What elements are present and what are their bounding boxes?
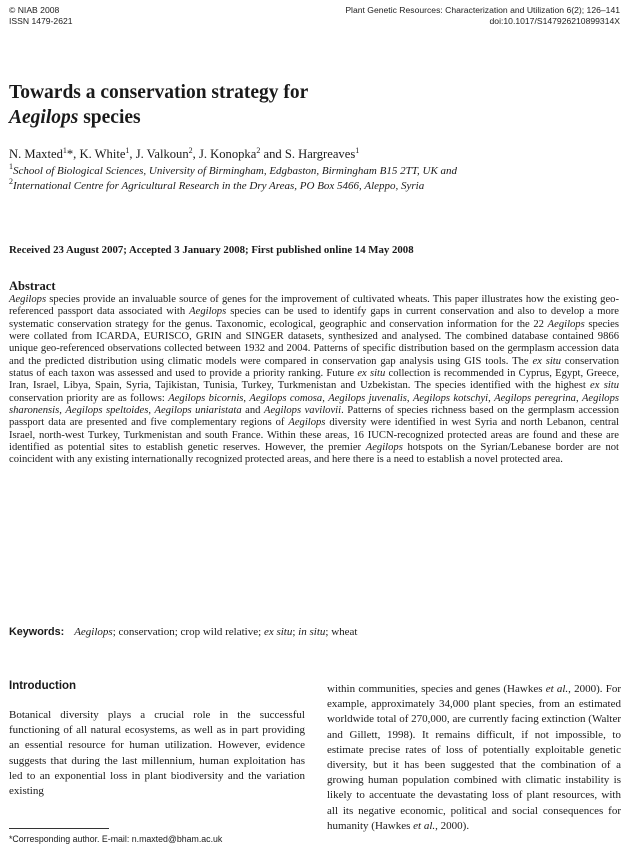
species-name: Aegilops juvenalis: [328, 392, 407, 404]
affiliation-1: School of Biological Sciences, University of Birmingham, Edgbaston, Birmingham B15 2TT, UK and: [13, 165, 458, 177]
journal-citation: [345, 5, 620, 16]
affiliation-2: International Centre for Agricultural Research in the Dry Areas, PO Box 5466, Aleppo, Syria: [13, 180, 425, 193]
keyword: crop wild relative: [180, 626, 259, 638]
keyword: in situ: [298, 626, 326, 638]
section-heading: Introduction: [9, 680, 77, 692]
keywords-label: Keywords:: [9, 626, 65, 638]
species-name: Aegilops vavilovii: [264, 405, 342, 417]
affiliation-2-number: 2: [9, 177, 13, 187]
keyword: ex situ: [263, 626, 293, 638]
keyword: wheat: [331, 626, 358, 638]
species-name: Aegilops comosa: [249, 392, 323, 404]
title-line-2: [9, 105, 569, 130]
journal-header-right: [345, 5, 620, 27]
copyright-line: © NIAB 2008: [9, 5, 60, 15]
keyword: conservation: [118, 626, 175, 638]
doi-line: doi:10.1017/S147926210899314X: [489, 16, 620, 26]
article-title: [9, 80, 569, 130]
footnote-rule: [9, 828, 109, 829]
species-name: Aegilops uniaristata: [154, 405, 242, 417]
title-line-1: Towards a conservation strategy for: [9, 82, 309, 103]
author: S. Hargreaves$^1$: [284, 146, 360, 161]
issue-reference: 6(2); 126–141: [566, 5, 620, 15]
species-name: Aegilops speltoides: [65, 405, 149, 417]
author: K. White$^1$,: [79, 146, 136, 161]
species-name: Aegilops kotschyi: [412, 392, 489, 404]
abstract-body: Aegilops species provide an invaluable source of genes for the improvement of cultivated wheats. This paper illustrates how the existing geo-referenced passport data associated with Aegilops species can be used to identify gaps in current conservation and also to develop a more systematic conservation strategy for the genus. Taxonomic, ecological, geographic and conservation information for the 22 Aegilops species were collated from ICARDA, EURISCO, GRIN and SINGER datasets, synthesized and analysed. The combined database contained 9866 unique geo-referenced observations collected between 1932 and 2004. Patterns of specific distribution based on the germplasm accession data and the predicted distribution using climatic models were compared in conservation gap analysis using GIS tools. The ex situ conservation status of each taxon was assessed and used to provide a priority ranking. Future ex situ collection is recommended in Cyprus, Egypt, Greece, Iran, Israel, Libya, Spain, Syria, Tajikistan, Tunisia, Turkey, Turkmenistan and Uzbekistan. The species identified with the highest ex situ conservation priority are as follows: Aegilops bicornis, Aegilops comosa, Aegilops juvenalis, Aegilops kotschyi, Aegilops peregrina, Aegilops sharonensis, Aegilops speltoides, Aegilops uniaristata and Aegilops vavilovii. Patterns of species richness based on the germplasm accession passport data are presented and five complementary regions of Aegilops diversity were identified in west Syria and north Lebanon, central Israel, north-west Turkey, Turkmenistan and south France. Within these areas, 16 IUCN-recognized protected areas are found and these are identified as potential sites to establish genetic reserves. However, the premier Aegilops hotspots on the Syrian/Lebanese border are not coincident with any existing internationally recognized protected areas, and here there is a need to establish a novel protected area.: [9, 294, 620, 466]
title-genus: Aegilops: [9, 107, 79, 128]
species-name: Aegilops peregrina: [494, 392, 576, 404]
author-list: [9, 146, 359, 162]
author: N. Maxted$^1$*,: [9, 146, 80, 161]
intro-column-left: [9, 680, 305, 799]
journal-header-left: [9, 5, 73, 27]
publication-dates: Received 23 August 2007; Accepted 3 January 2008; First published online 14 May 2008: [9, 244, 414, 256]
journal-name: Plant Genetic Resources: Characterization and Utilization: [345, 5, 565, 15]
title-species-word: species: [78, 107, 141, 128]
keywords: Keywords: Aegilops; conservation; crop wild relative; ex situ; in situ; wheat: [9, 626, 358, 638]
species-name: Aegilops sharonensis: [9, 392, 620, 417]
intro-paragraph-continued: within communities, species and genes (Hawkes et al., 2000). For example, approximately 34,000 plant species, from an estimated worldwide total of 270,000, are currently facing extinction (Walter and Gillett, 1998). It remains difficult, if not impossible, to estimate precise rates of loss of potentially exploitable genetic diversity, but it has been suggested that the combination of a growing human population combined with climatic instability is likely to accentuate the devastating loss of plant resources, with all its negative economic, political and social consequences for humanity (Hawkes et al., 2000).: [327, 683, 621, 832]
keyword: Aegilops: [74, 626, 113, 638]
intro-column-right: [327, 682, 621, 834]
species-name: Aegilops bicornis: [168, 392, 244, 404]
author: J. Valkoun$^2$,: [135, 146, 199, 161]
abstract-heading: Abstract: [9, 279, 56, 293]
author: J. Konopka$^2$ and: [198, 146, 285, 161]
intro-paragraph: Botanical diversity plays a crucial role in the successful functioning of all natural ecosystems, as well as in part providing an essential resource for human utilization. However, evidence suggests that during the last millennium, human exploitation has led to an exponential loss in plant biodiversity and the variation existing: [9, 709, 305, 798]
affiliations: [9, 164, 489, 194]
corresponding-author-footnote: *Corresponding author. E-mail: n.maxted@bham.ac.uk: [9, 834, 223, 844]
issn-line: ISSN 1479-2621: [9, 16, 73, 26]
affiliation-1-number: 1: [9, 162, 13, 171]
